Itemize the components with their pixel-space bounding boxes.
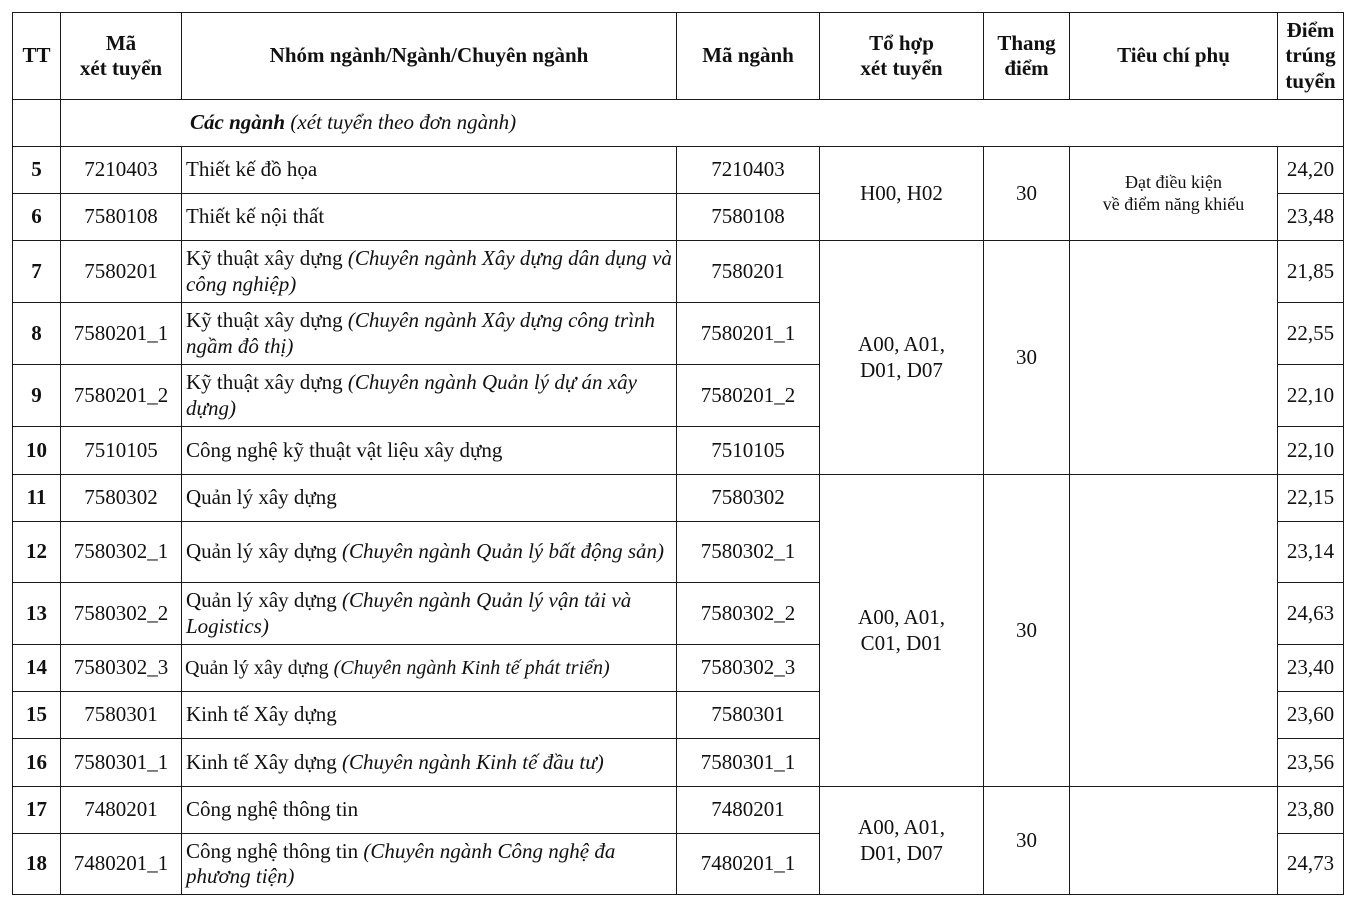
row-nganh bbox=[182, 427, 677, 475]
row-nganh bbox=[182, 522, 677, 583]
header-to-hop-line2: xét tuyển bbox=[860, 56, 943, 80]
group-to-hop bbox=[820, 241, 984, 475]
row-ma-nganh: 7580301_1 bbox=[677, 739, 820, 787]
row-tt: 6 bbox=[13, 194, 61, 241]
row-diem-trung-tuyen: 22,10 bbox=[1278, 365, 1344, 427]
row-chuyen-nganh: (Chuyên ngành Quản lý dự án xây dựng) bbox=[186, 370, 637, 420]
row-nganh bbox=[182, 475, 677, 522]
header-row bbox=[13, 13, 1344, 100]
row-ma-xet-tuyen: 7580201_2 bbox=[61, 365, 182, 427]
row-nganh bbox=[182, 645, 677, 692]
header-diem-line3: tuyển bbox=[1285, 68, 1336, 93]
row-nganh bbox=[182, 583, 677, 645]
row-ma-nganh: 7580302_3 bbox=[677, 645, 820, 692]
row-diem-trung-tuyen: 24,63 bbox=[1278, 583, 1344, 645]
row-ten-nganh: Thiết kế nội thất bbox=[186, 204, 325, 229]
row-ma-nganh: 7580201_2 bbox=[677, 365, 820, 427]
admission-scores-table bbox=[12, 12, 1344, 895]
header-thang-diem-line1: Thang bbox=[997, 30, 1056, 55]
group-tieu-chi-line2: về điểm năng khiếu bbox=[1102, 193, 1245, 214]
row-diem-trung-tuyen: 23,48 bbox=[1278, 194, 1344, 241]
group-to-hop bbox=[820, 147, 984, 241]
section-title: Các ngành bbox=[190, 110, 286, 135]
header-diem-line1: Điểm bbox=[1286, 18, 1335, 43]
header-nhom-nganh: Nhóm ngành/Ngành/Chuyên ngành bbox=[182, 13, 677, 100]
row-tt: 18 bbox=[13, 834, 61, 895]
row-ma-xet-tuyen: 7580201_1 bbox=[61, 303, 182, 365]
row-tt: 13 bbox=[13, 583, 61, 645]
row-ma-nganh: 7480201_1 bbox=[677, 834, 820, 895]
group-to-hop-line1: A00, A01, bbox=[858, 332, 945, 357]
group-to-hop-line1: A00, A01, bbox=[858, 815, 945, 840]
row-ten-nganh: Kỹ thuật xây dựng bbox=[186, 246, 348, 271]
row-ma-nganh: 7580108 bbox=[677, 194, 820, 241]
row-ma-nganh: 7210403 bbox=[677, 147, 820, 194]
row-tt: 14 bbox=[13, 645, 61, 692]
row-ten-nganh: Công nghệ thông tin bbox=[186, 797, 359, 822]
row-tt: 7 bbox=[13, 241, 61, 303]
row-ten-nganh: Quản lý xây dựng bbox=[186, 588, 343, 613]
row-ma-xet-tuyen: 7580302_1 bbox=[61, 522, 182, 583]
row-chuyen-nganh: (Chuyên ngành Quản lý bất động sản) bbox=[342, 539, 664, 564]
group-to-hop-line2: C01, D01 bbox=[860, 630, 943, 655]
row-ten-nganh: Kỹ thuật xây dựng bbox=[186, 308, 348, 333]
row-diem-trung-tuyen: 23,56 bbox=[1278, 739, 1344, 787]
row-tt: 11 bbox=[13, 475, 61, 522]
row-ten-nganh: Công nghệ thông tin bbox=[186, 838, 364, 863]
group-tieu-chi-phu bbox=[1070, 147, 1278, 241]
row-ma-nganh: 7480201 bbox=[677, 787, 820, 834]
row-ma-nganh: 7580302_2 bbox=[677, 583, 820, 645]
row-tt: 10 bbox=[13, 427, 61, 475]
row-chuyen-nganh: (Chuyên ngành Công nghệ đa phương tiện) bbox=[186, 838, 616, 888]
row-chuyen-nganh: (Chuyên ngành Quản lý vận tải và Logistics) bbox=[186, 588, 632, 638]
row-nganh bbox=[182, 834, 677, 895]
row-diem-trung-tuyen: 24,20 bbox=[1278, 147, 1344, 194]
row-diem-trung-tuyen: 21,85 bbox=[1278, 241, 1344, 303]
row-ma-xet-tuyen: 7580302_2 bbox=[61, 583, 182, 645]
row-nganh bbox=[182, 739, 677, 787]
group-tieu-chi-phu bbox=[1070, 787, 1278, 895]
group-thang-diem: 30 bbox=[984, 787, 1070, 895]
group-thang-diem: 30 bbox=[984, 475, 1070, 787]
header-thang-diem-line2: điểm bbox=[1004, 56, 1049, 80]
row-tt: 8 bbox=[13, 303, 61, 365]
row-ma-xet-tuyen: 7580302 bbox=[61, 475, 182, 522]
row-ten-nganh: Công nghệ kỹ thuật vật liệu xây dựng bbox=[186, 437, 503, 462]
row-nganh bbox=[182, 365, 677, 427]
header-diem-line2: trúng bbox=[1285, 43, 1336, 68]
group-to-hop bbox=[820, 787, 984, 895]
group-to-hop-line2: D01, D07 bbox=[860, 357, 943, 382]
header-tieu-chi-phu: Tiêu chí phụ bbox=[1070, 13, 1278, 100]
row-ma-xet-tuyen: 7580302_3 bbox=[61, 645, 182, 692]
row-ma-nganh: 7580201_1 bbox=[677, 303, 820, 365]
section-blank-cell bbox=[13, 100, 61, 147]
row-tt: 12 bbox=[13, 522, 61, 583]
row-ten-nganh: Thiết kế đồ họa bbox=[186, 157, 318, 182]
group-to-hop-line2: D01, D07 bbox=[860, 840, 943, 865]
row-diem-trung-tuyen: 23,40 bbox=[1278, 645, 1344, 692]
table-row bbox=[13, 241, 1344, 303]
row-diem-trung-tuyen: 23,60 bbox=[1278, 692, 1344, 739]
row-diem-trung-tuyen: 23,14 bbox=[1278, 522, 1344, 583]
row-ten-nganh: Kỹ thuật xây dựng bbox=[186, 370, 348, 395]
header-diem-trung-tuyen bbox=[1278, 13, 1344, 100]
row-chuyen-nganh: (Chuyên ngành Xây dựng dân dụng và công nghiệp) bbox=[186, 246, 672, 296]
row-ma-xet-tuyen: 7580108 bbox=[61, 194, 182, 241]
header-to-hop-line1: Tổ hợp bbox=[869, 30, 934, 55]
header-ma-xet-tuyen-line1: Mã bbox=[105, 30, 137, 55]
row-tt: 17 bbox=[13, 787, 61, 834]
row-ten-nganh: Kinh tế Xây dựng bbox=[186, 702, 337, 727]
row-diem-trung-tuyen: 24,73 bbox=[1278, 834, 1344, 895]
header-tt: TT bbox=[13, 13, 61, 100]
group-thang-diem: 30 bbox=[984, 147, 1070, 241]
row-ma-xet-tuyen: 7580301_1 bbox=[61, 739, 182, 787]
row-tt: 16 bbox=[13, 739, 61, 787]
row-ten-nganh: Quản lý xây dựng bbox=[185, 657, 334, 679]
group-to-hop-line1: A00, A01, bbox=[858, 605, 945, 630]
row-ma-xet-tuyen: 7510105 bbox=[61, 427, 182, 475]
row-nganh bbox=[182, 787, 677, 834]
row-ma-nganh: 7580301 bbox=[677, 692, 820, 739]
table-row bbox=[13, 787, 1344, 834]
row-nganh bbox=[182, 303, 677, 365]
table-row bbox=[13, 147, 1344, 194]
header-ma-xet-tuyen bbox=[61, 13, 182, 100]
row-tt: 5 bbox=[13, 147, 61, 194]
header-ma-nganh: Mã ngành bbox=[677, 13, 820, 100]
group-tieu-chi-line1: Đạt điều kiện bbox=[1125, 171, 1222, 192]
row-ten-nganh: Quản lý xây dựng bbox=[186, 485, 337, 510]
header-ma-xet-tuyen-line2: xét tuyển bbox=[79, 56, 163, 80]
row-chuyen-nganh: (Chuyên ngành Xây dựng công trình ngầm đô thị) bbox=[186, 308, 656, 358]
row-nganh bbox=[182, 147, 677, 194]
row-ma-nganh: 7510105 bbox=[677, 427, 820, 475]
row-chuyen-nganh: (Chuyên ngành Kinh tế đầu tư) bbox=[342, 749, 604, 774]
row-ma-nganh: 7580302 bbox=[677, 475, 820, 522]
row-tt: 15 bbox=[13, 692, 61, 739]
row-nganh bbox=[182, 692, 677, 739]
row-diem-trung-tuyen: 23,80 bbox=[1278, 787, 1344, 834]
section-heading-cell bbox=[61, 100, 1344, 147]
row-diem-trung-tuyen: 22,55 bbox=[1278, 303, 1344, 365]
row-ma-nganh: 7580201 bbox=[677, 241, 820, 303]
row-ma-xet-tuyen: 7580301 bbox=[61, 692, 182, 739]
row-diem-trung-tuyen: 22,15 bbox=[1278, 475, 1344, 522]
row-ma-xet-tuyen: 7480201_1 bbox=[61, 834, 182, 895]
row-ten-nganh: Quản lý xây dựng bbox=[186, 539, 343, 564]
group-tieu-chi-phu bbox=[1070, 475, 1278, 787]
row-ma-nganh: 7580302_1 bbox=[677, 522, 820, 583]
row-tt: 9 bbox=[13, 365, 61, 427]
row-ma-xet-tuyen: 7480201 bbox=[61, 787, 182, 834]
header-to-hop bbox=[820, 13, 984, 100]
row-nganh bbox=[182, 241, 677, 303]
row-ma-xet-tuyen: 7580201 bbox=[61, 241, 182, 303]
row-ma-xet-tuyen: 7210403 bbox=[61, 147, 182, 194]
group-thang-diem: 30 bbox=[984, 241, 1070, 475]
row-chuyen-nganh: (Chuyên ngành Kinh tế phát triển) bbox=[333, 657, 610, 679]
row-ten-nganh: Kinh tế Xây dựng bbox=[186, 749, 343, 774]
row-diem-trung-tuyen: 22,10 bbox=[1278, 427, 1344, 475]
group-to-hop-line1: H00, H02 bbox=[860, 180, 943, 205]
row-nganh bbox=[182, 194, 677, 241]
section-row bbox=[13, 100, 1344, 147]
group-to-hop bbox=[820, 475, 984, 787]
header-thang-diem bbox=[984, 13, 1070, 100]
group-tieu-chi-phu bbox=[1070, 241, 1278, 475]
section-note: (xét tuyển theo đơn ngành) bbox=[285, 110, 517, 135]
table-row bbox=[13, 475, 1344, 522]
